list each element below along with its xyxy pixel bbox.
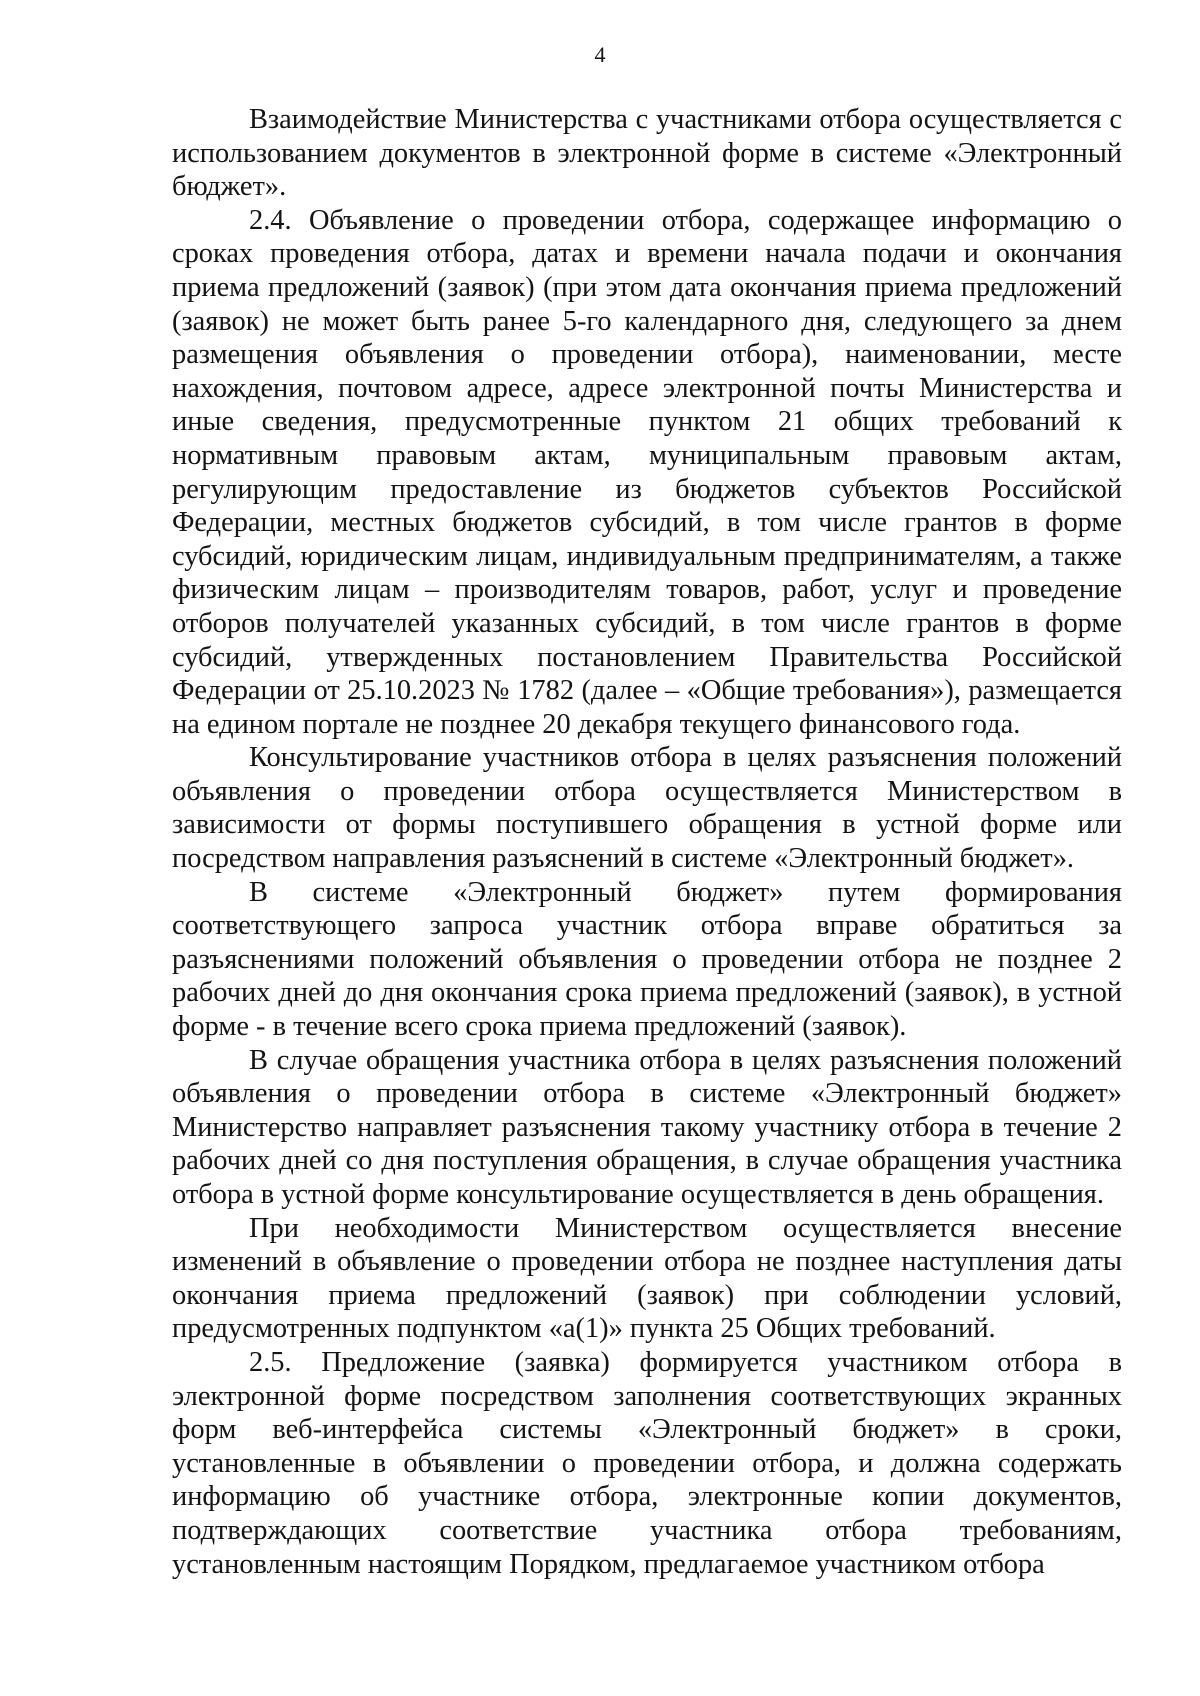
paragraph-2-5-application: 2.5. Предложение (заявка) формируется участником отбора в электронной форме посредством заполнения соответствующих экранных форм веб-интерфейса системы «Электронный бюджет» в сроки, установленные в объявлении о проведении отбора, и должна содержать информацию об участнике отбора, электронные копии документов, подтверждающих соответствие участника отбора требованиям, установленным настоящим Порядком, предлагаемое участником отбора (172, 1346, 1122, 1580)
paragraph-announcement-changes: При необходимости Министерством осуществляется внесение изменений в объявление о проведении отбора не позднее наступления даты окончания приема предложений (заявок) при соблюдении условий, предусмотренных подпунктом «а(1)» пункта 25 Общих требований. (172, 1212, 1122, 1345)
paragraph-request-clarification: В системе «Электронный бюджет» путем формирования соответствующего запроса участник отбора вправе обратиться за разъяснениями положений объявления о проведении отбора не позднее 2 рабочих дней до дня окончания срока приема предложений (заявок), в устной форме - в течение всего срока приема предложений (заявок). (172, 876, 1122, 1043)
page-number: 4 (594, 42, 606, 67)
paragraph-2-4-announcement: 2.4. Объявление о проведении отбора, содержащее информацию о сроках проведения отбора, датах и времени начала подачи и окончания приема предложений (заявок) (при этом дата окончания приема предложений (заявок) не может быть ранее 5-го календарного дня, следующего за днем размещения объявления о проведении отбора), наименовании, месте нахождения, почтовом адресе, адресе электронной почты Министерства и иные сведения, предусмотренные пунктом 21 общих требований к нормативным правовым актам, муниципальным правовым актам, регулирующим предоставление из бюджетов субъектов Российской Федерации, местных бюджетов субсидий, в том числе грантов в форме субсидий, юридическим лицам, индивидуальным предпринимателям, а также физическим лицам – производителям товаров, работ, услуг и проведение отборов получателей указанных субсидий, в том числе грантов в форме субсидий, утвержденных постановлением Правительства Российской Федерации от 25.10.2023 № 1782 (далее – «Общие требования»), размещается на едином портале не позднее 20 декабря текущего финансового года. (172, 204, 1122, 740)
paragraph-interaction: Взаимодействие Министерства с участниками отбора осуществляется с использованием документов в электронной форме в системе «Электронный бюджет». (172, 104, 1122, 203)
paragraph-consulting: Консультирование участников отбора в целях разъяснения положений объявления о проведении отбора осуществляется Министерством в зависимости от формы поступившего обращения в устной форме или посредством направления разъяснений в системе «Электронный бюджет». (172, 742, 1122, 875)
paragraph-ministry-response: В случае обращения участника отбора в целях разъяснения положений объявления о проведении отбора в системе «Электронный бюджет» Министерство направляет разъяснения такому участнику отбора в течение 2 рабочих дней со дня поступления обращения, в случае обращения участника отбора в устной форме консультирование осуществляется в день обращения. (172, 1044, 1122, 1210)
document-body (172, 103, 1122, 1581)
